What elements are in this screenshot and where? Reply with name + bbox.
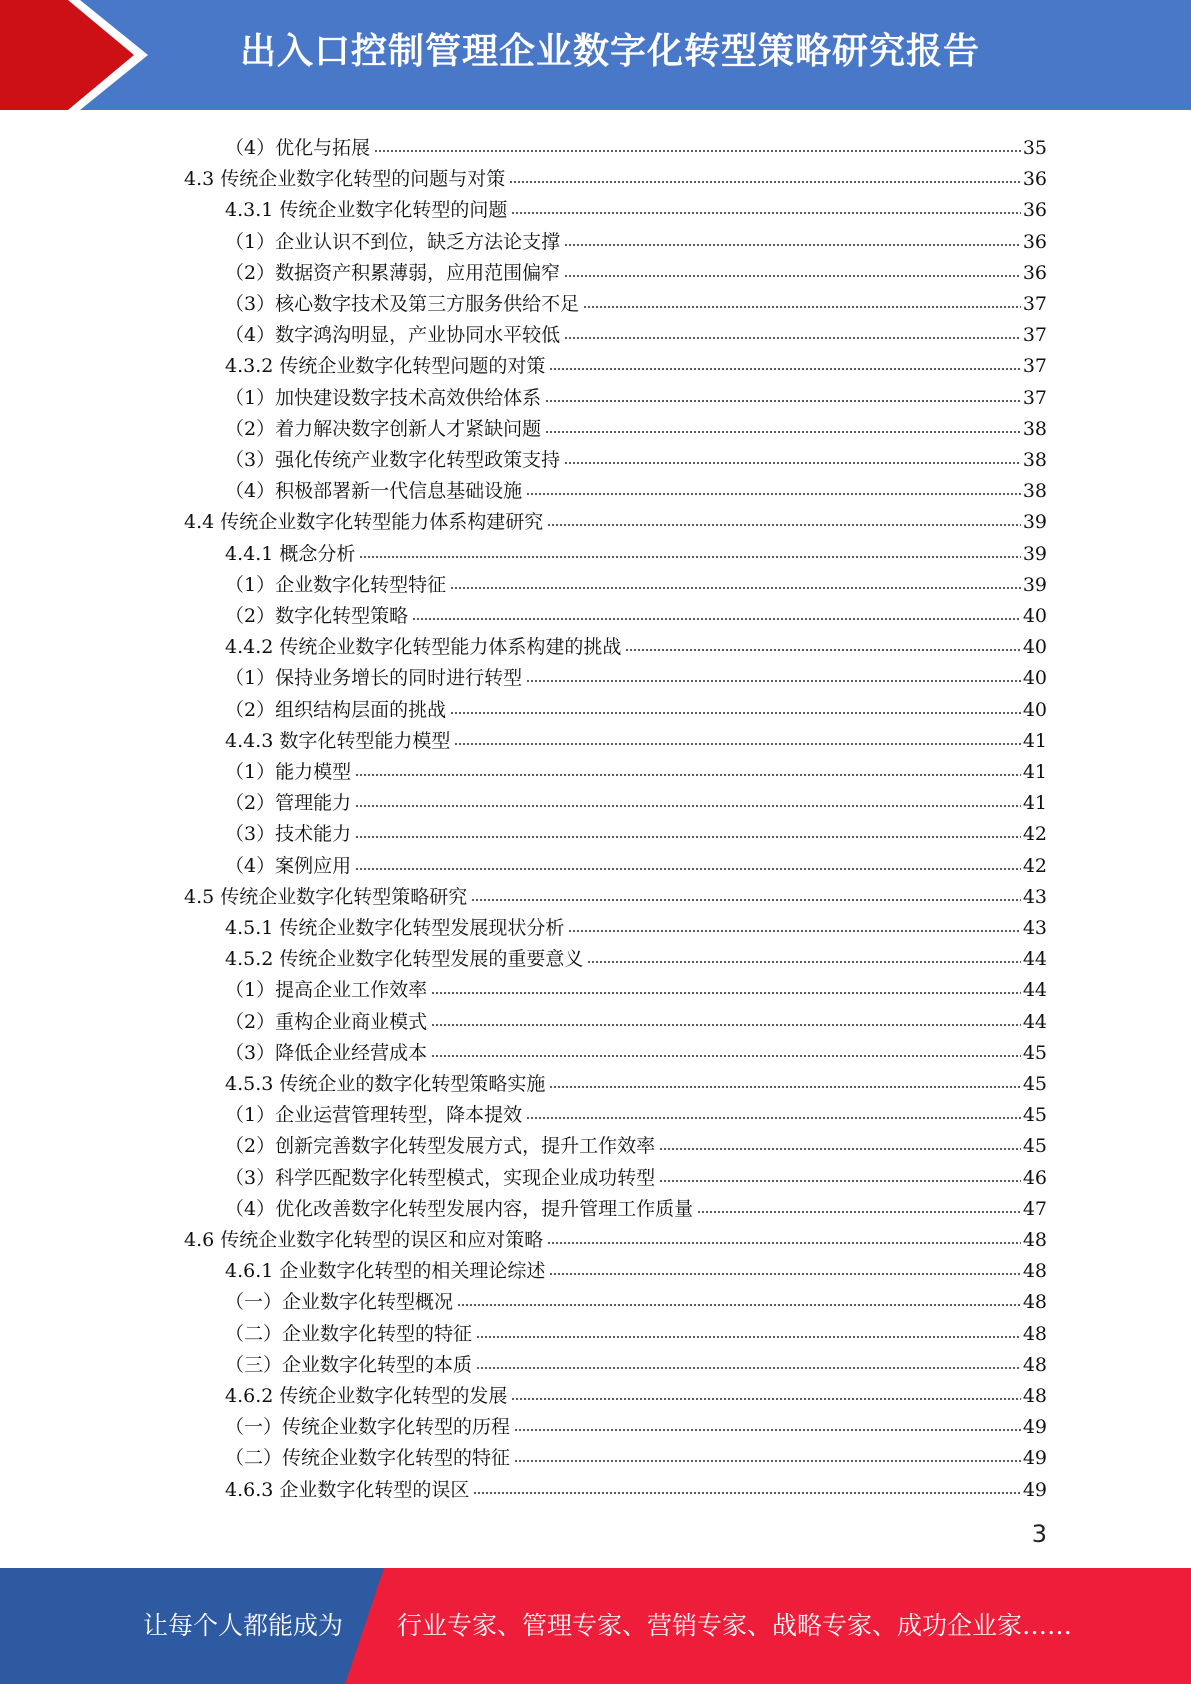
toc-entry-page: 42 — [1022, 854, 1047, 877]
toc-entry-page: 37 — [1022, 324, 1047, 347]
toc-entry[interactable] — [225, 939, 1047, 970]
toc-entry-page: 38 — [1022, 480, 1047, 503]
toc-entry[interactable] — [225, 565, 1047, 596]
header-arrow-decoration — [0, 0, 160, 110]
toc-entry[interactable] — [225, 752, 1047, 783]
toc-leader-dots — [526, 491, 1021, 497]
toc-entry-page: 36 — [1022, 261, 1047, 284]
toc-leader-dots — [412, 616, 1021, 622]
toc-leader-dots — [374, 148, 1021, 154]
toc-entry-title: 4.4 传统企业数字化转型能力体系构建研究 — [184, 511, 544, 534]
toc-entry[interactable] — [184, 502, 1047, 533]
toc-entry-title: （4）优化改善数字化转型发展内容，提升管理工作质量 — [225, 1197, 694, 1220]
toc-leader-dots — [545, 429, 1021, 435]
toc-entry-title: 4.6.3 企业数字化转型的误区 — [225, 1478, 470, 1501]
toc-entry[interactable] — [225, 471, 1047, 502]
toc-entry[interactable] — [225, 284, 1047, 315]
toc-entry[interactable] — [225, 190, 1047, 221]
toc-entry-title: （2）组织结构层面的挑战 — [225, 698, 447, 721]
toc-entry[interactable] — [225, 1095, 1047, 1126]
toc-entry-page: 45 — [1022, 1073, 1047, 1095]
toc-leader-dots — [476, 1365, 1021, 1371]
toc-leader-dots — [583, 304, 1021, 310]
toc-entry-page: 40 — [1022, 698, 1047, 721]
toc-entry[interactable] — [225, 908, 1047, 939]
toc-entry[interactable] — [225, 1376, 1047, 1407]
toc-entry-title: （3）核心数字技术及第三方服务供给不足 — [225, 293, 580, 315]
toc-entry-title: 4.4.3 数字化转型能力模型 — [225, 729, 451, 752]
page-header — [0, 0, 1191, 110]
toc-entry[interactable] — [225, 658, 1047, 689]
toc-leader-dots — [549, 1084, 1020, 1090]
toc-entry-title: （3）降低企业经营成本 — [225, 1041, 428, 1064]
toc-entry[interactable] — [225, 440, 1047, 471]
toc-entry-title: （2）数据资产积累薄弱，应用范围偏窄 — [225, 261, 561, 284]
toc-entry[interactable] — [225, 128, 1047, 159]
toc-entry[interactable] — [184, 1220, 1047, 1251]
toc-entry-page: 39 — [1022, 573, 1047, 596]
toc-entry-page: 44 — [1022, 948, 1047, 971]
footer-slogan-left: 让每个人都能成为 — [143, 1611, 344, 1640]
toc-entry-title: （1）保持业务增长的同时进行转型 — [225, 667, 523, 690]
toc-leader-dots — [547, 1240, 1021, 1246]
toc-entry-title: （一）传统企业数字化转型的历程 — [225, 1416, 511, 1439]
toc-entry-title: （1）企业数字化转型特征 — [225, 573, 447, 596]
toc-leader-dots — [355, 772, 1021, 778]
toc-leader-dots — [511, 1396, 1020, 1402]
toc-entry-page: 39 — [1022, 511, 1047, 534]
toc-entry[interactable] — [225, 846, 1047, 877]
toc-entry-title: （2）重构企业商业模式 — [225, 1010, 428, 1033]
toc-leader-dots — [431, 1022, 1021, 1028]
toc-leader-dots — [549, 1271, 1020, 1277]
toc-entry-page: 48 — [1022, 1229, 1047, 1251]
toc-entry-title: （2）管理能力 — [225, 792, 352, 815]
toc-entry-page: 48 — [1022, 1260, 1047, 1283]
toc-entry-page: 40 — [1022, 667, 1047, 690]
toc-entry-page: 40 — [1022, 636, 1047, 659]
toc-leader-dots — [457, 1302, 1021, 1308]
toc-entry-title: （3）技术能力 — [225, 823, 352, 846]
toc-entry[interactable] — [225, 1407, 1047, 1438]
toc-entry-page: 48 — [1022, 1385, 1047, 1407]
toc-entry-title: 4.3.1 传统企业数字化转型的问题 — [225, 199, 508, 222]
toc-entry[interactable] — [225, 1345, 1047, 1376]
toc-entry-title: （4）优化与拓展 — [225, 137, 371, 159]
toc-leader-dots — [564, 273, 1021, 279]
toc-entry-page: 39 — [1022, 542, 1047, 565]
toc-leader-dots — [473, 1490, 1020, 1496]
toc-entry[interactable] — [225, 970, 1047, 1001]
toc-entry-page: 48 — [1022, 1353, 1047, 1376]
toc-entry-title: （3）强化传统产业数字化转型政策支持 — [225, 449, 561, 471]
toc-entry-page: 37 — [1022, 386, 1047, 409]
toc-entry[interactable] — [184, 877, 1047, 908]
toc-leader-dots — [564, 335, 1021, 341]
toc-entry-title: （1）提高企业工作效率 — [225, 979, 428, 1002]
toc-entry[interactable] — [225, 1002, 1047, 1033]
toc-entry-title: 4.6 传统企业数字化转型的误区和应对策略 — [184, 1229, 544, 1251]
toc-entry-title: （三）企业数字化转型的本质 — [225, 1353, 473, 1376]
toc-entry-page: 41 — [1022, 761, 1047, 783]
toc-entry-page: 36 — [1022, 230, 1047, 253]
toc-leader-dots — [587, 959, 1020, 965]
toc-entry-page: 45 — [1022, 1041, 1047, 1064]
toc-entry[interactable] — [225, 627, 1047, 658]
toc-entry-page: 48 — [1022, 1291, 1047, 1314]
toc-entry-title: （4）数字鸿沟明显，产业协同水平较低 — [225, 324, 561, 347]
toc-entry[interactable] — [225, 222, 1047, 253]
toc-entry-title: （4）案例应用 — [225, 854, 352, 877]
toc-entry-title: （2）数字化转型策略 — [225, 605, 409, 627]
toc-entry-title: （1）企业认识不到位，缺乏方法论支撑 — [225, 230, 561, 253]
toc-entry-title: 4.5.3 传统企业的数字化转型策略实施 — [225, 1073, 546, 1095]
toc-entry-page: 41 — [1022, 792, 1047, 815]
report-title: 出入口控制管理企业数字化转型策略研究报告 — [240, 31, 981, 72]
toc-leader-dots — [568, 928, 1020, 934]
toc-entry[interactable] — [225, 346, 1047, 377]
toc-entry-title: （2）创新完善数字化转型发展方式，提升工作效率 — [225, 1135, 656, 1158]
toc-entry[interactable] — [225, 1158, 1047, 1189]
toc-entry-page: 45 — [1022, 1135, 1047, 1158]
toc-entry-page: 36 — [1022, 199, 1047, 222]
toc-entry[interactable] — [225, 1470, 1047, 1501]
toc-entry[interactable] — [225, 1438, 1047, 1469]
toc-leader-dots — [549, 366, 1020, 372]
toc-entry[interactable] — [225, 690, 1047, 721]
toc-leader-dots — [431, 1053, 1021, 1059]
toc-entry-page: 49 — [1022, 1416, 1047, 1439]
toc-entry[interactable] — [225, 1126, 1047, 1157]
toc-leader-dots — [450, 710, 1021, 716]
toc-leader-dots — [545, 398, 1021, 404]
toc-entry[interactable] — [225, 534, 1047, 565]
toc-entry-page: 35 — [1022, 137, 1047, 159]
toc-leader-dots — [355, 803, 1021, 809]
toc-leader-dots — [450, 585, 1021, 591]
toc-leader-dots — [514, 1427, 1021, 1433]
toc-entry[interactable] — [225, 1282, 1047, 1313]
toc-entry-page: 37 — [1022, 293, 1047, 315]
toc-entry[interactable] — [225, 814, 1047, 845]
toc-entry-page: 49 — [1022, 1447, 1047, 1470]
toc-entry-page: 43 — [1022, 917, 1047, 939]
page-footer — [0, 1568, 1191, 1684]
toc-entry-page: 47 — [1022, 1197, 1047, 1220]
toc-leader-dots — [509, 179, 1021, 185]
toc-entry-page: 45 — [1022, 1104, 1047, 1127]
toc-entry-page: 44 — [1022, 1010, 1047, 1033]
toc-leader-dots — [511, 210, 1020, 216]
toc-entry-page: 44 — [1022, 979, 1047, 1002]
toc-entry[interactable] — [225, 1314, 1047, 1345]
toc-leader-dots — [564, 242, 1021, 248]
toc-leader-dots — [431, 990, 1021, 996]
toc-entry[interactable] — [225, 721, 1047, 752]
toc-entry[interactable] — [225, 783, 1047, 814]
toc-entry-page: 42 — [1022, 823, 1047, 846]
toc-entry-title: （一）企业数字化转型概况 — [225, 1291, 454, 1314]
toc-leader-dots — [659, 1178, 1021, 1184]
toc-entry-title: （4）积极部署新一代信息基础设施 — [225, 480, 523, 503]
toc-entry[interactable] — [225, 1033, 1047, 1064]
toc-entry[interactable] — [184, 159, 1047, 190]
toc-leader-dots — [359, 554, 1020, 560]
toc-entry-page: 36 — [1022, 168, 1047, 191]
toc-leader-dots — [476, 1334, 1021, 1340]
toc-entry-title: 4.6.2 传统企业数字化转型的发展 — [225, 1385, 508, 1407]
toc-entry[interactable] — [225, 378, 1047, 409]
toc-entry-title: 4.5.1 传统企业数字化转型发展现状分析 — [225, 917, 565, 939]
toc-entry[interactable] — [225, 409, 1047, 440]
toc-entry-page: 41 — [1022, 729, 1047, 752]
toc-entry-page: 40 — [1022, 605, 1047, 627]
toc-entry[interactable] — [225, 315, 1047, 346]
toc-leader-dots — [355, 834, 1021, 840]
toc-entry-title: （二）传统企业数字化转型的特征 — [225, 1447, 511, 1470]
toc-entry-page: 37 — [1022, 355, 1047, 378]
toc-leader-dots — [454, 741, 1020, 747]
toc-entry-page: 43 — [1022, 885, 1047, 908]
toc-leader-dots — [564, 460, 1021, 466]
toc-entry-title: 4.5.2 传统企业数字化转型发展的重要意义 — [225, 948, 584, 971]
toc-entry-title: （1）能力模型 — [225, 761, 352, 783]
toc-leader-dots — [697, 1209, 1021, 1215]
toc-leader-dots — [625, 647, 1020, 653]
toc-leader-dots — [471, 897, 1021, 903]
toc-entry-page: 49 — [1022, 1478, 1047, 1501]
toc-entry[interactable] — [225, 1189, 1047, 1220]
toc-leader-dots — [526, 678, 1021, 684]
page-number: 3 — [1031, 1520, 1047, 1548]
toc-entry-title: 4.4.1 概念分析 — [225, 542, 356, 565]
footer-slogan-right: 行业专家、管理专家、营销专家、战略专家、成功企业家…… — [397, 1611, 1073, 1640]
toc-entry-title: 4.5 传统企业数字化转型策略研究 — [184, 885, 468, 908]
toc-entry-title: （二）企业数字化转型的特征 — [225, 1322, 473, 1345]
toc-entry-title: 4.3.2 传统企业数字化转型问题的对策 — [225, 355, 546, 378]
toc-entry[interactable] — [225, 596, 1047, 627]
toc-entry-page: 38 — [1022, 417, 1047, 440]
toc-leader-dots — [547, 522, 1021, 528]
toc-leader-dots — [526, 1115, 1021, 1121]
toc-entry-title: （1）企业运营管理转型，降本提效 — [225, 1104, 523, 1127]
toc-leader-dots — [355, 866, 1021, 872]
toc-entry-page: 38 — [1022, 449, 1047, 471]
toc-leader-dots — [514, 1458, 1021, 1464]
toc-entry-page: 46 — [1022, 1166, 1047, 1189]
toc-entry-title: （3）科学匹配数字化转型模式，实现企业成功转型 — [225, 1166, 656, 1189]
toc-entry[interactable] — [225, 1251, 1047, 1282]
toc-entry-title: （2）着力解决数字创新人才紧缺问题 — [225, 417, 542, 440]
toc-entry-title: 4.4.2 传统企业数字化转型能力体系构建的挑战 — [225, 636, 622, 659]
toc-entry-title: 4.3 传统企业数字化转型的问题与对策 — [184, 168, 506, 191]
toc-leader-dots — [659, 1146, 1021, 1152]
toc-entry-page: 48 — [1022, 1322, 1047, 1345]
toc-entry[interactable] — [225, 253, 1047, 284]
toc-entry-title: （1）加快建设数字技术高效供给体系 — [225, 386, 542, 409]
toc-entry-title: 4.6.1 企业数字化转型的相关理论综述 — [225, 1260, 546, 1283]
toc-entry[interactable] — [225, 1064, 1047, 1095]
